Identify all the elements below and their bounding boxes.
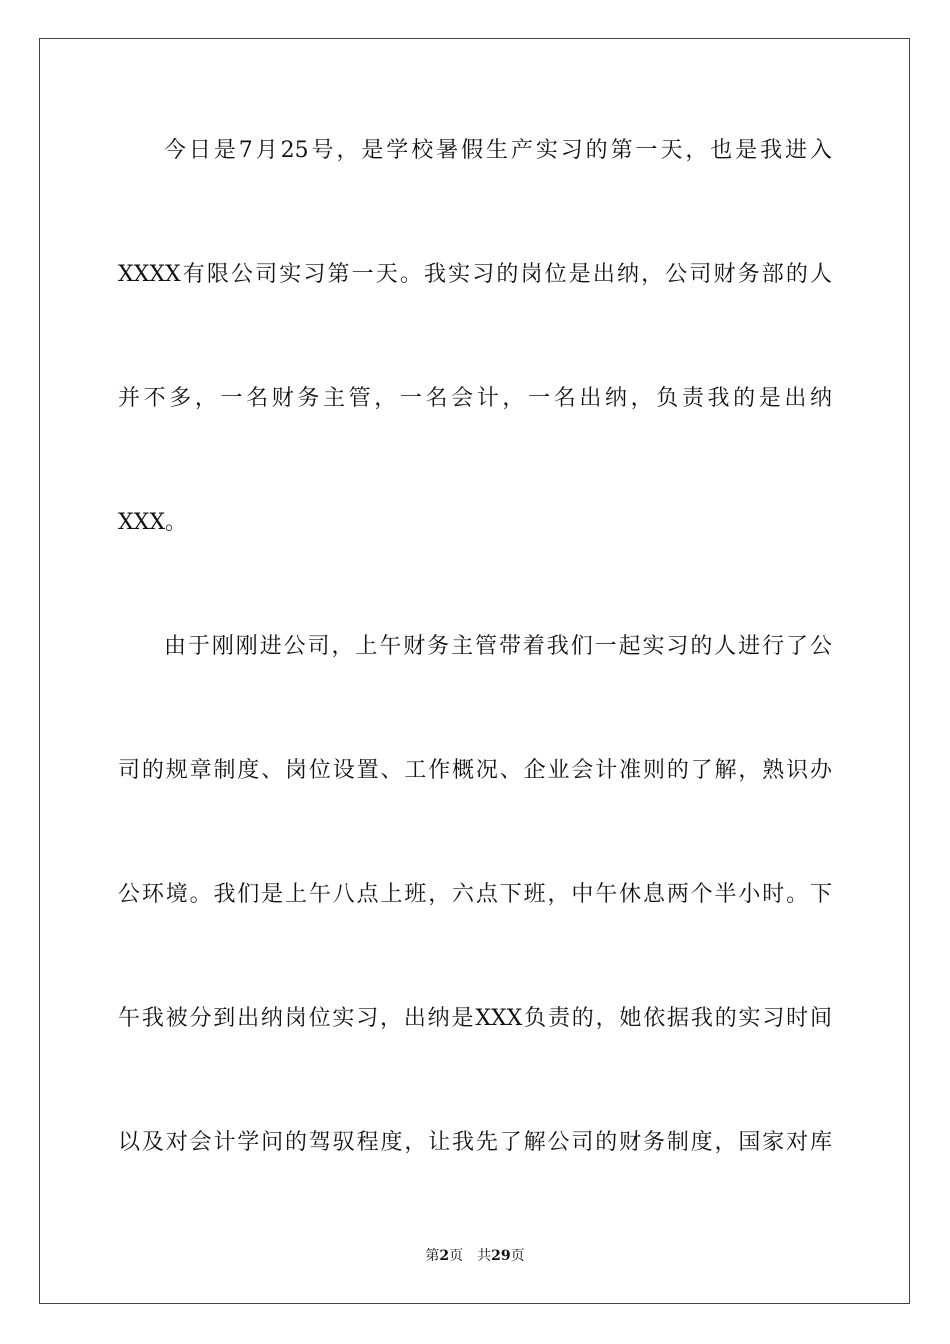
page-border [39, 38, 910, 1304]
page-footer [0, 1246, 950, 1266]
paragraph-line: 以及对会计学问的驾驭程度，让我先了解公司的财务制度，国家对库 [118, 1130, 832, 1155]
paragraph-line: 午我被分到出纳岗位实习，出纳是XXX负责的，她依据我的实习时间 [118, 1006, 832, 1031]
paragraph-line: 今日是7月25号，是学校暑假生产实习的第一天，也是我进入 [164, 138, 832, 163]
total-prefix: 共 [477, 1248, 492, 1264]
page-prefix: 第 [425, 1248, 440, 1264]
page-number: 2 [439, 1248, 450, 1264]
paragraph-line: XXXX有限公司实习第一天。我实习的岗位是出纳，公司财务部的人 [118, 262, 832, 287]
paragraph-line: 公环境。我们是上午八点上班，六点下班，中午休息两个半小时。下 [118, 882, 832, 907]
paragraph-line: XXX。 [118, 510, 187, 535]
total-suffix: 页 [510, 1248, 525, 1264]
paragraph-line: 由于刚刚进公司，上午财务主管带着我们一起实习的人进行了公 [164, 634, 832, 659]
total-pages: 29 [491, 1248, 511, 1264]
paragraph-line: 司的规章制度、岗位设置、工作概况、企业会计准则的了解，熟识办 [118, 758, 832, 783]
paragraph-line: 并不多，一名财务主管，一名会计，一名出纳，负责我的是出纳 [118, 386, 832, 411]
page-suffix: 页 [449, 1248, 464, 1264]
